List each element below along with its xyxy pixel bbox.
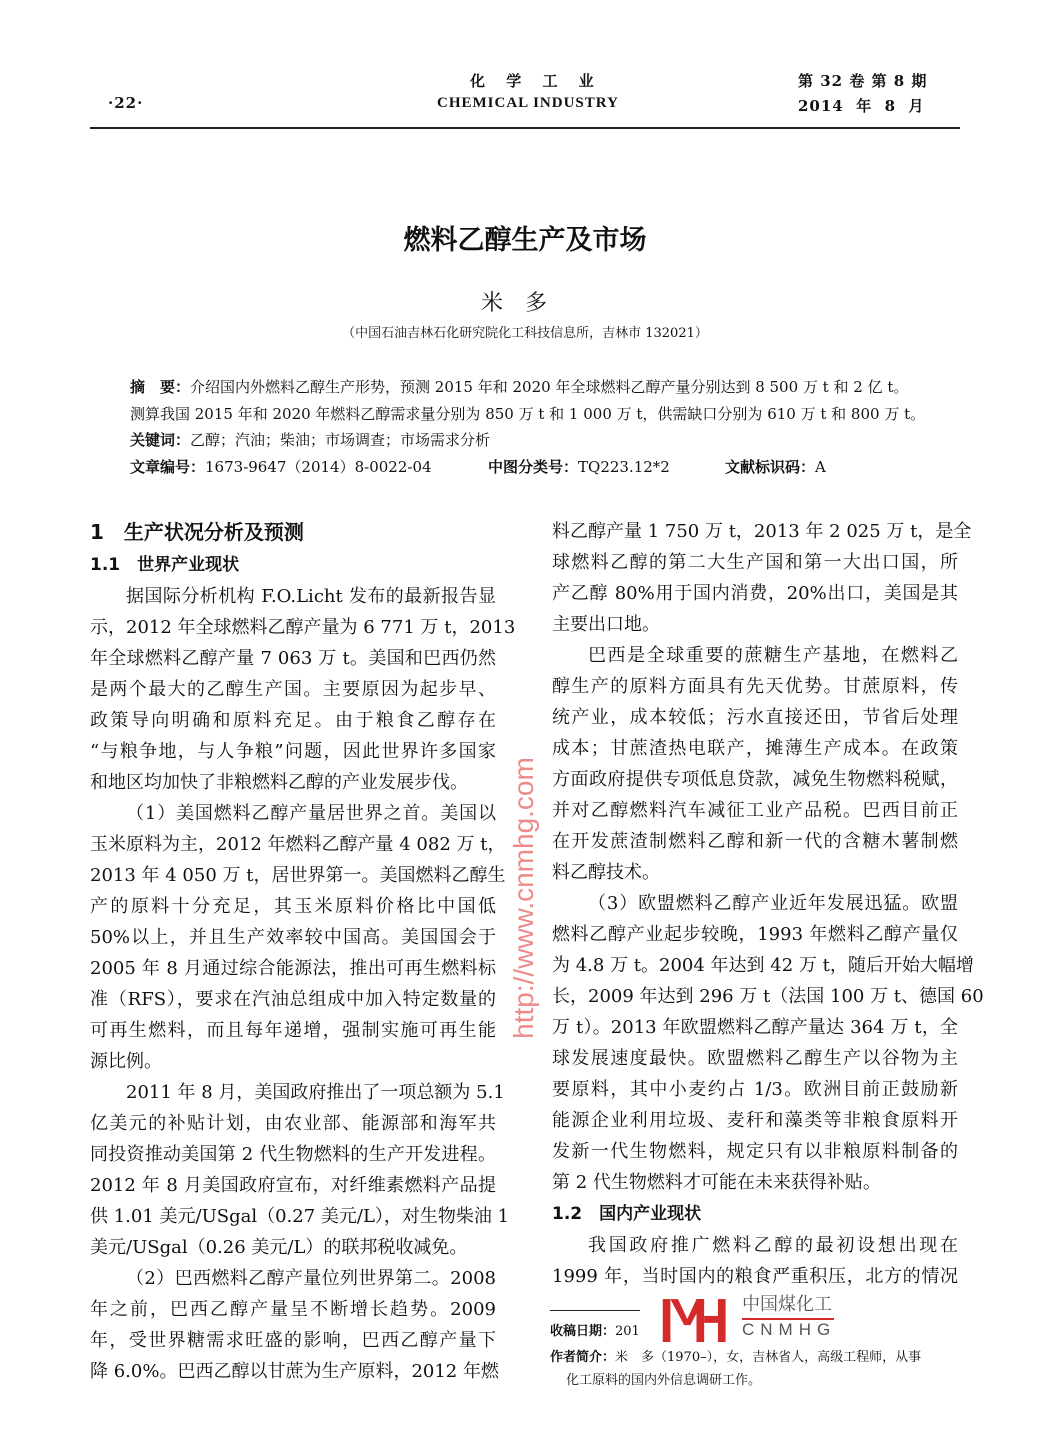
paragraph-line: 并对乙醇燃料汽车减征工业产品税。巴西目前正 xyxy=(552,800,958,821)
doc-code-label: 文献标识码： xyxy=(725,458,816,476)
journal-name-en: CHEMICAL INDUSTRY xyxy=(437,95,619,111)
paragraph-line: 玉米原料为主，2012 年燃料乙醇产量 4 082 万 t， xyxy=(90,834,506,855)
journal-name-cn: 化 学 工 业 xyxy=(470,72,602,90)
paragraph-line: 亿美元的补贴计划，由农业部、能源部和海军共 xyxy=(90,1113,496,1134)
article-no: 1673-9647（2014）8-0022-04 xyxy=(205,458,432,476)
paragraph-line: 可再生燃料，而且每年递增，强制实施可再生能 xyxy=(90,1020,496,1041)
paragraph-line: 2012 年 8 月美国政府宣布，对纤维素燃料产品提 xyxy=(90,1175,496,1196)
page-number: ·22· xyxy=(108,94,144,112)
issue-date: 2014 年 8 月 xyxy=(798,97,925,115)
paragraph-line: 和地区均加快了非粮燃料乙醇的产业发展步伐。 xyxy=(90,772,468,793)
paragraph-line: 主要出口地。 xyxy=(552,614,660,635)
paragraph-line: 供 1.01 美元/USgal（0.27 美元/L），对生物柴油 1 xyxy=(90,1206,510,1227)
paragraph-line: （1）美国燃料乙醇产量居世界之首。美国以 xyxy=(126,803,496,824)
logo-name-en: CNMHG xyxy=(742,1320,837,1339)
paragraph-line: 球发展速度最快。欧盟燃料乙醇生产以谷物为主 xyxy=(552,1048,958,1069)
paragraph-line: （2）巴西燃料乙醇产量位列世界第二。2008 xyxy=(126,1268,496,1289)
paragraph-line: 方面政府提供专项低息贷款，减免生物燃料税赋， xyxy=(552,769,958,790)
abstract-label: 摘 要： xyxy=(130,378,191,396)
paragraph-line: 成本；甘蔗渣热电联产，摊薄生产成本。在政策 xyxy=(552,738,958,759)
paragraph-line: 要原料，其中小麦约占 1/3。欧洲目前正鼓励新 xyxy=(552,1079,958,1100)
paragraph-line: 源比例。 xyxy=(90,1051,162,1072)
paragraph-line: 巴西是全球重要的蔗糖生产基地，在燃料乙 xyxy=(588,645,958,666)
paragraph-line: 降 6.0%。巴西乙醇以甘蔗为生产原料，2012 年燃 xyxy=(90,1361,499,1382)
paragraph-line: 在开发蔗渣制燃料乙醇和新一代的含糖木薯制燃 xyxy=(552,831,958,852)
paragraph-line: 发新一代生物燃料，规定只有以非粮原料制备的 xyxy=(552,1141,958,1162)
abstract-line-2: 测算我国 2015 年和 2020 年燃料乙醇需求量分别为 850 万 t 和 1 000 万 t，供需缺口分别为 610 万 t 和 800 万 t。 xyxy=(130,405,926,423)
logo-name-cn: 中国煤化工 xyxy=(742,1294,832,1315)
paragraph-line: 料乙醇技术。 xyxy=(552,862,660,883)
paragraph-line: 长，2009 年达到 296 万 t（法国 100 万 t、德国 60 xyxy=(552,986,984,1007)
author-bio-cont: 化工原料的国内外信息调研工作。 xyxy=(566,1373,762,1388)
clc-label: 中图分类号： xyxy=(488,458,579,476)
paragraph-line: 2013 年 4 050 万 t，居世界第一。美国燃料乙醇生 xyxy=(90,865,506,886)
footnote-rule xyxy=(550,1310,640,1311)
paragraph-line: 为 4.8 万 t。2004 年达到 42 万 t，随后开始大幅增 xyxy=(552,955,974,976)
paragraph-line: 万 t）。2013 年欧盟燃料乙醇产量达 364 万 t，全 xyxy=(552,1017,958,1038)
paragraph-line: 准（RFS），要求在汽油总组成中加入特定数量的 xyxy=(90,989,496,1010)
right-column xyxy=(552,516,984,1292)
author-name: 米多 xyxy=(480,291,569,316)
abstract-text: 介绍国内外燃料乙醇生产形势，预测 2015 年和 2020 年全球燃料乙醇产量分别达到 8 500 万 t 和 2 亿 t。 xyxy=(190,378,909,396)
received-label: 收稿日期： xyxy=(550,1324,616,1339)
paragraph-line: 年，受世界糖需求旺盛的影响，巴西乙醇产量下 xyxy=(90,1330,496,1351)
paragraph-line: 年全球燃料乙醇产量 7 063 万 t。美国和巴西仍然 xyxy=(90,648,496,669)
keywords-text: 乙醇；汽油；柴油；市场调查；市场需求分析 xyxy=(190,431,491,449)
paragraph-line: 50%以上，并且生产效率较中国高。美国国会于 xyxy=(90,927,496,948)
keywords-label: 关键词： xyxy=(130,431,191,449)
doc-code: A xyxy=(815,458,826,476)
paragraph-line: 示，2012 年全球燃料乙醇产量为 6 771 万 t，2013 xyxy=(90,617,516,638)
paragraph-line: 产乙醇 80%用于国内消费，20%出口，美国是其 xyxy=(552,583,958,604)
paragraph-line: 产的原料十分充足，其玉米原料价格比中国低 xyxy=(90,896,496,917)
author-bio xyxy=(550,1346,960,1369)
paragraph-line: 统产业，成本较低；污水直接还田，节省后处理 xyxy=(552,707,958,728)
paragraph-line: 2011 年 8 月，美国政府推出了一项总额为 5.1 xyxy=(126,1082,505,1103)
paragraph-line: 料乙醇产量 1 750 万 t，2013 年 2 025 万 t，是全 xyxy=(552,521,972,542)
bio-label: 作者简介： xyxy=(550,1350,616,1365)
subsection-heading: 1.1 世界产业现状 xyxy=(90,555,240,575)
section-heading: 1 生产状况分析及预测 xyxy=(90,520,304,544)
url-watermark: http://www.cnmhg.com xyxy=(508,757,539,1039)
bio-text: 米 多（1970–），女，吉林省人，高级工程师，从事 xyxy=(615,1350,922,1365)
author-affiliation: （中国石油吉林石化研究院化工科技信息所，吉林市 132021） xyxy=(342,326,708,341)
abstract-line-1 xyxy=(130,374,960,400)
received-value: 201 xyxy=(615,1324,640,1339)
subsection-heading: 1.2 国内产业现状 xyxy=(552,1204,702,1224)
mh-logo-mark-icon xyxy=(662,1296,734,1342)
paragraph-line: 球燃料乙醇的第二大生产国和第一大出口国，所 xyxy=(552,552,958,573)
keywords xyxy=(130,427,960,453)
paragraph-line: 1999 年，当时国内的粮食严重积压，北方的情况 xyxy=(552,1266,958,1287)
left-column xyxy=(90,516,516,1387)
paragraph-line: 据国际分析机构 F.O.Licht 发布的最新报告显 xyxy=(126,586,496,607)
article-title: 燃料乙醇生产及市场 xyxy=(403,225,647,256)
paragraph-line: 年之前，巴西乙醇产量呈不断增长趋势。2009 xyxy=(90,1299,496,1320)
issue-volume: 第 32 卷 第 8 期 xyxy=(798,72,928,90)
paragraph-line: 是两个最大的乙醇生产国。主要原因为起步早、 xyxy=(90,679,496,700)
paragraph-line: 能源企业利用垃圾、麦秆和藻类等非粮食原料开 xyxy=(552,1110,958,1131)
paragraph-line: “与粮争地，与人争粮”问题，因此世界许多国家 xyxy=(90,741,496,762)
paragraph-line: （3）欧盟燃料乙醇产业近年发展迅猛。欧盟 xyxy=(588,893,958,914)
paragraph-line: 美元/USgal（0.26 美元/L）的联邦税收减免。 xyxy=(90,1237,468,1258)
paragraph-line: 醇生产的原料方面具有先天优势。甘蔗原料，传 xyxy=(552,676,958,697)
clc-number: TQ223.12*2 xyxy=(578,458,670,476)
header-rule xyxy=(90,127,960,129)
paragraph-line: 同投资推动美国第 2 代生物燃料的生产开发进程。 xyxy=(90,1144,496,1165)
cnmhg-logo xyxy=(662,1296,942,1342)
paragraph-line: 我国政府推广燃料乙醇的最初设想出现在 xyxy=(588,1235,958,1256)
article-no-label: 文章编号： xyxy=(130,458,206,476)
paragraph-line: 政策导向明确和原料充足。由于粮食乙醇存在 xyxy=(90,710,496,731)
paragraph-line: 第 2 代生物燃料才可能在未来获得补贴。 xyxy=(552,1172,881,1193)
paragraph-line: 2005 年 8 月通过综合能源法，推出可再生燃料标 xyxy=(90,958,496,979)
paragraph-line: 燃料乙醇产业起步较晚，1993 年燃料乙醇产量仅 xyxy=(552,924,958,945)
